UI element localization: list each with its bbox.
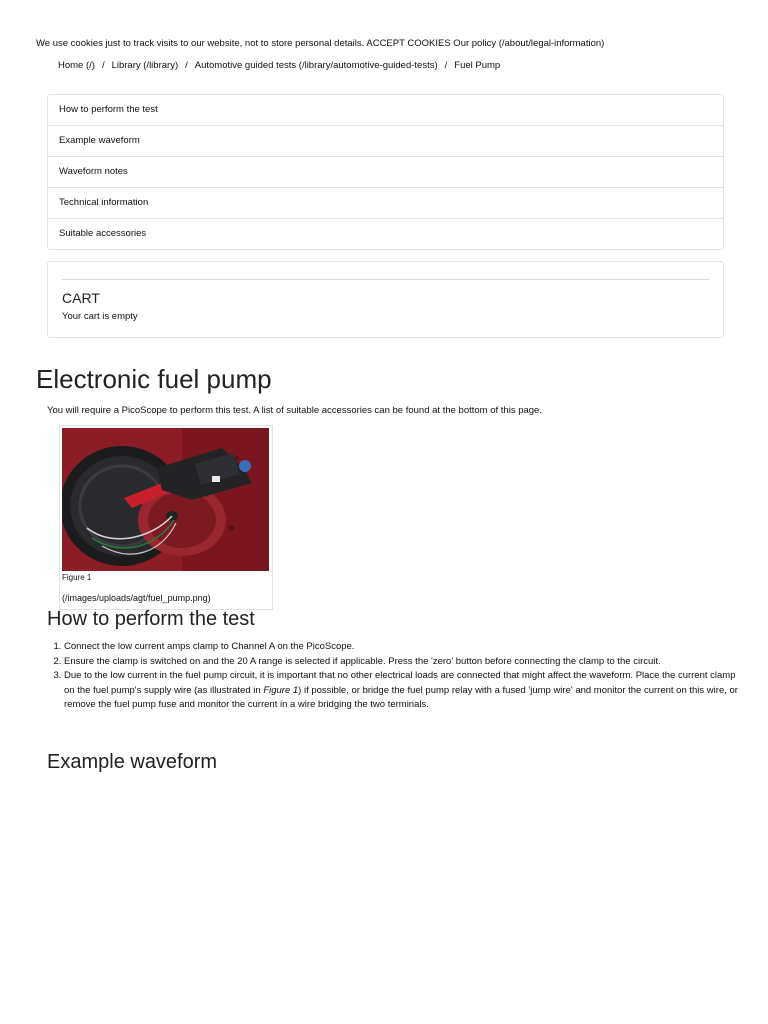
cart-panel: [47, 261, 724, 338]
table-of-contents: [47, 94, 724, 250]
step-item: [64, 669, 744, 713]
fuel-pump-photo: [62, 428, 269, 571]
breadcrumb-separator: /: [444, 60, 448, 71]
toc-item-example-waveform[interactable]: Example waveform: [48, 125, 723, 156]
step-3-text-after: ) if possible, or bridge the fuel pump relay with a fused 'jump wire' and monitor the current on this wire, or remove the fuel pump fuse and monitor the current in a wire bridging the two terminals.: [64, 684, 738, 710]
toc-item-how-to-perform[interactable]: How to perform the test: [59, 104, 158, 115]
step-2-text: Ensure the clamp is switched on and the 20 A range is selected if applicable. Press the 'zero' button before connecting the clamp to the circuit.: [64, 655, 661, 667]
section-heading-how-to-perform: How to perform the test: [47, 608, 255, 630]
breadcrumb-home[interactable]: Home (/): [58, 60, 95, 71]
toc-item-waveform-notes[interactable]: Waveform notes: [48, 156, 723, 187]
cart-divider: [62, 279, 709, 280]
fuel-pump-photo-illustration: [62, 428, 269, 571]
step-3-text-before: Due to the low current in the fuel pump circuit, it is important that no other electrical loads are connected that might affect the waveform. Place the current clamp on the fuel pump's supply wire (as illustrated in: [64, 670, 736, 696]
breadcrumb-automotive-guided-tests[interactable]: Automotive guided tests (/library/automotive-guided-tests): [194, 60, 438, 71]
page-title: Electronic fuel pump: [36, 364, 272, 394]
figure-source-link[interactable]: (/images/uploads/agt/fuel_pump.png): [62, 593, 211, 603]
breadcrumb-library[interactable]: Library (/library): [111, 60, 179, 71]
breadcrumb: [58, 60, 500, 71]
breadcrumb-separator: /: [101, 60, 105, 71]
breadcrumb-separator: /: [185, 60, 188, 71]
section-heading-example-waveform: Example waveform: [47, 751, 218, 773]
figure-1: [59, 425, 273, 610]
toc-item-technical-information[interactable]: Technical information: [48, 187, 723, 218]
cookie-banner: [36, 38, 604, 49]
step-1-text: Connect the low current amps clamp to Channel A on the PicoScope.: [64, 641, 355, 652]
cart-title: CART: [62, 290, 100, 306]
cart-empty-message: Your cart is empty: [62, 311, 138, 322]
step-item: [64, 655, 744, 670]
step-item: [64, 640, 744, 655]
toc-item-suitable-accessories[interactable]: Suitable accessories: [48, 218, 723, 249]
figure-caption: Figure 1: [62, 573, 92, 582]
breadcrumb-current: Fuel Pump: [454, 60, 501, 71]
cookie-banner-text: We use cookies just to track visits to our website, not to store personal details. ACCEPT COOKIES Our policy (/about/legal-information): [36, 38, 605, 49]
steps-list: [47, 640, 744, 713]
figure-reference: Figure 1: [263, 684, 299, 696]
intro-text: You will require a PicoScope to perform this test. A list of suitable accessories can be found at the bottom of this page.: [47, 405, 542, 416]
